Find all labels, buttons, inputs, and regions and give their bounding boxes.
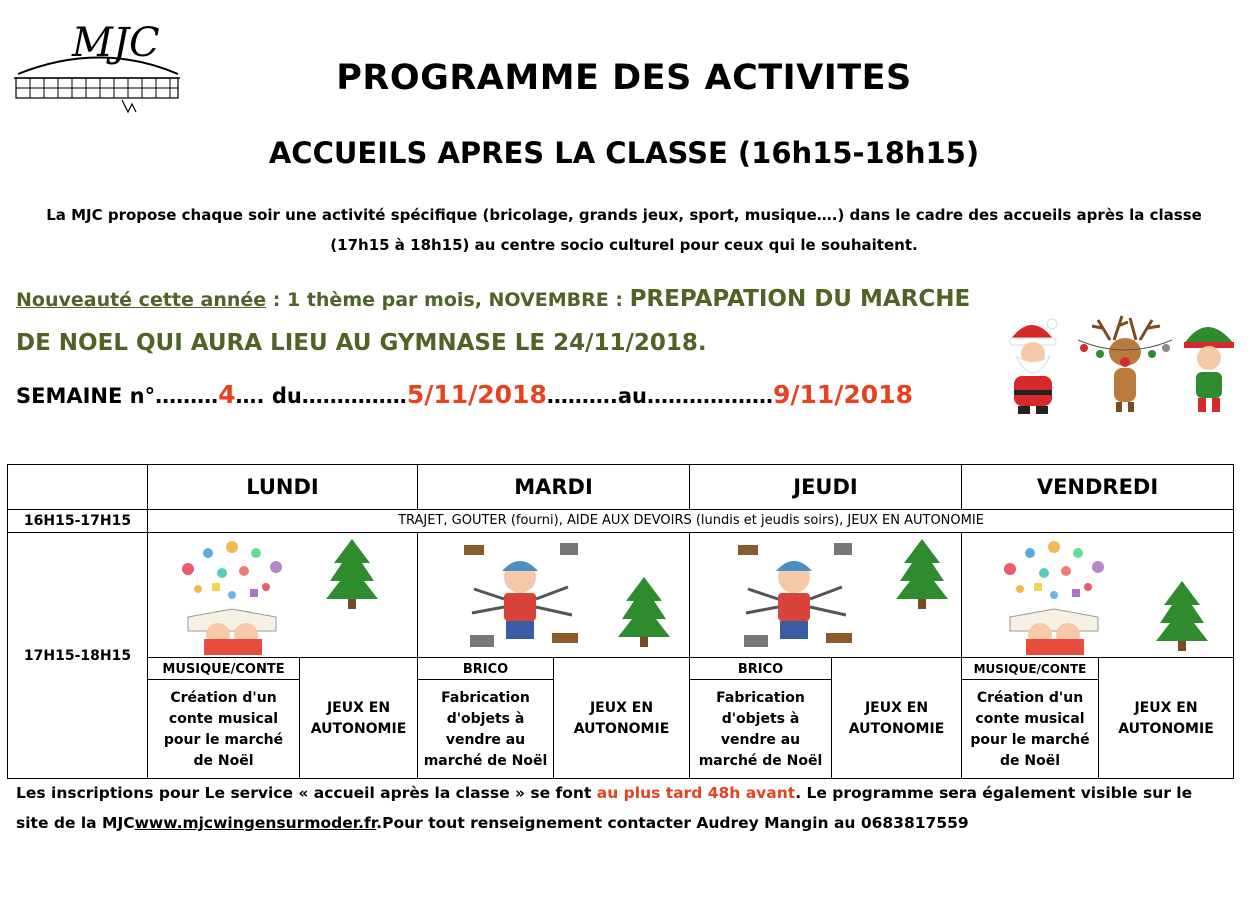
activity-tag-mardi: BRICO <box>462 661 509 677</box>
christmas-tree-icon <box>896 539 948 609</box>
footer-text-1: Les inscriptions pour Le service « accueil après la classe » se font <box>16 784 597 802</box>
slot-1-description: TRAJET, GOUTER (fourni), AIDE AUX DEVOIRS (lundis et jeudis soirs), JEUX EN AUTONOMIE <box>398 513 984 528</box>
christmas-tree-icon <box>1156 581 1208 651</box>
day-header-lundi: LUNDI <box>246 475 319 499</box>
monthly-theme <box>16 278 991 365</box>
footer-deadline: au plus tard 48h avant <box>596 784 796 802</box>
week-mid2: ……….au……………… <box>546 384 773 408</box>
free-play-lundi: JEUX EN AUTONOMIE <box>310 699 407 737</box>
intro-paragraph: La MJC propose chaque soir une activité spécifique (bricolage, grands jeux, sport, musique….) dans le cadre des accueils après la classe (17h15 à 18h15) au centre socio culturel pour ceux qui le souhaitent. <box>46 206 1202 254</box>
reindeer-icon <box>1078 316 1172 412</box>
footer-text-2: . Le programme sera également visible sur le site de la MJC <box>16 784 1193 832</box>
day-header-jeudi: JEUDI <box>793 475 858 499</box>
elf-icon <box>1184 327 1234 412</box>
logo-text: MJC <box>72 20 160 66</box>
activity-tag-vendredi: MUSIQUE/CONTE <box>973 662 1087 676</box>
handyman-illustration <box>734 537 864 655</box>
time-slot-2: 17H15-18H15 <box>23 647 132 664</box>
week-start-date: 5/11/2018 <box>406 380 547 409</box>
christmas-tree-icon <box>618 577 670 647</box>
page-subtitle: ACCUEILS APRES LA CLASSE (16h15-18h15) <box>268 136 980 170</box>
free-play-vendredi: JEUX EN AUTONOMIE <box>1118 699 1214 737</box>
activity-desc-lundi: Création d'un conte musical pour le marché de Noël <box>163 689 284 769</box>
day-header-vendredi: VENDREDI <box>1036 475 1159 499</box>
activity-desc-mardi: Fabrication d'objets à vendre au marché de Noël <box>423 689 548 769</box>
theme-month: : 1 thème par mois, NOVEMBRE : <box>266 289 630 311</box>
week-line <box>16 380 913 409</box>
activity-tag-jeudi: BRICO <box>737 661 784 677</box>
footer-text-3: .Pour tout renseignement contacter Audrey Mangin au 0683817559 <box>376 814 969 832</box>
activity-tag-lundi: MUSIQUE/CONTE <box>162 661 285 677</box>
mjc-website-link[interactable]: www.mjcwingensurmoder.fr <box>134 814 377 832</box>
page-title: PROGRAMME DES ACTIVITES <box>336 58 912 98</box>
time-slot-1: 16H15-17H15 <box>23 512 132 529</box>
music-book-illustration <box>990 539 1120 655</box>
activity-desc-vendredi: Création d'un conte musical pour le marché de Noël <box>970 689 1090 769</box>
footer-note <box>16 778 1226 838</box>
christmas-characters-illustration <box>1002 310 1238 416</box>
week-prefix: SEMAINE n°……… <box>16 384 219 408</box>
activity-desc-jeudi: Fabrication d'objets à vendre au marché de Noël <box>698 689 823 769</box>
handyman-illustration <box>460 537 590 655</box>
schedule-table <box>7 464 1234 779</box>
day-header-mardi: MARDI <box>514 475 593 499</box>
theme-highlight: PREPAPATION DU MARCHE DE NOEL QUI AURA LIEU AU GYMNASE LE 24/11/2018. <box>16 286 971 356</box>
music-book-illustration <box>168 539 298 655</box>
week-number: 4 <box>218 380 236 409</box>
theme-label: Nouveauté cette année <box>16 289 267 311</box>
santa-icon <box>1010 319 1057 414</box>
free-play-mardi: JEUX EN AUTONOMIE <box>573 699 670 737</box>
free-play-jeudi: JEUX EN AUTONOMIE <box>848 699 945 737</box>
week-end-date: 9/11/2018 <box>772 380 913 409</box>
week-mid1: …. du…………… <box>235 384 407 408</box>
christmas-tree-icon <box>326 539 378 609</box>
